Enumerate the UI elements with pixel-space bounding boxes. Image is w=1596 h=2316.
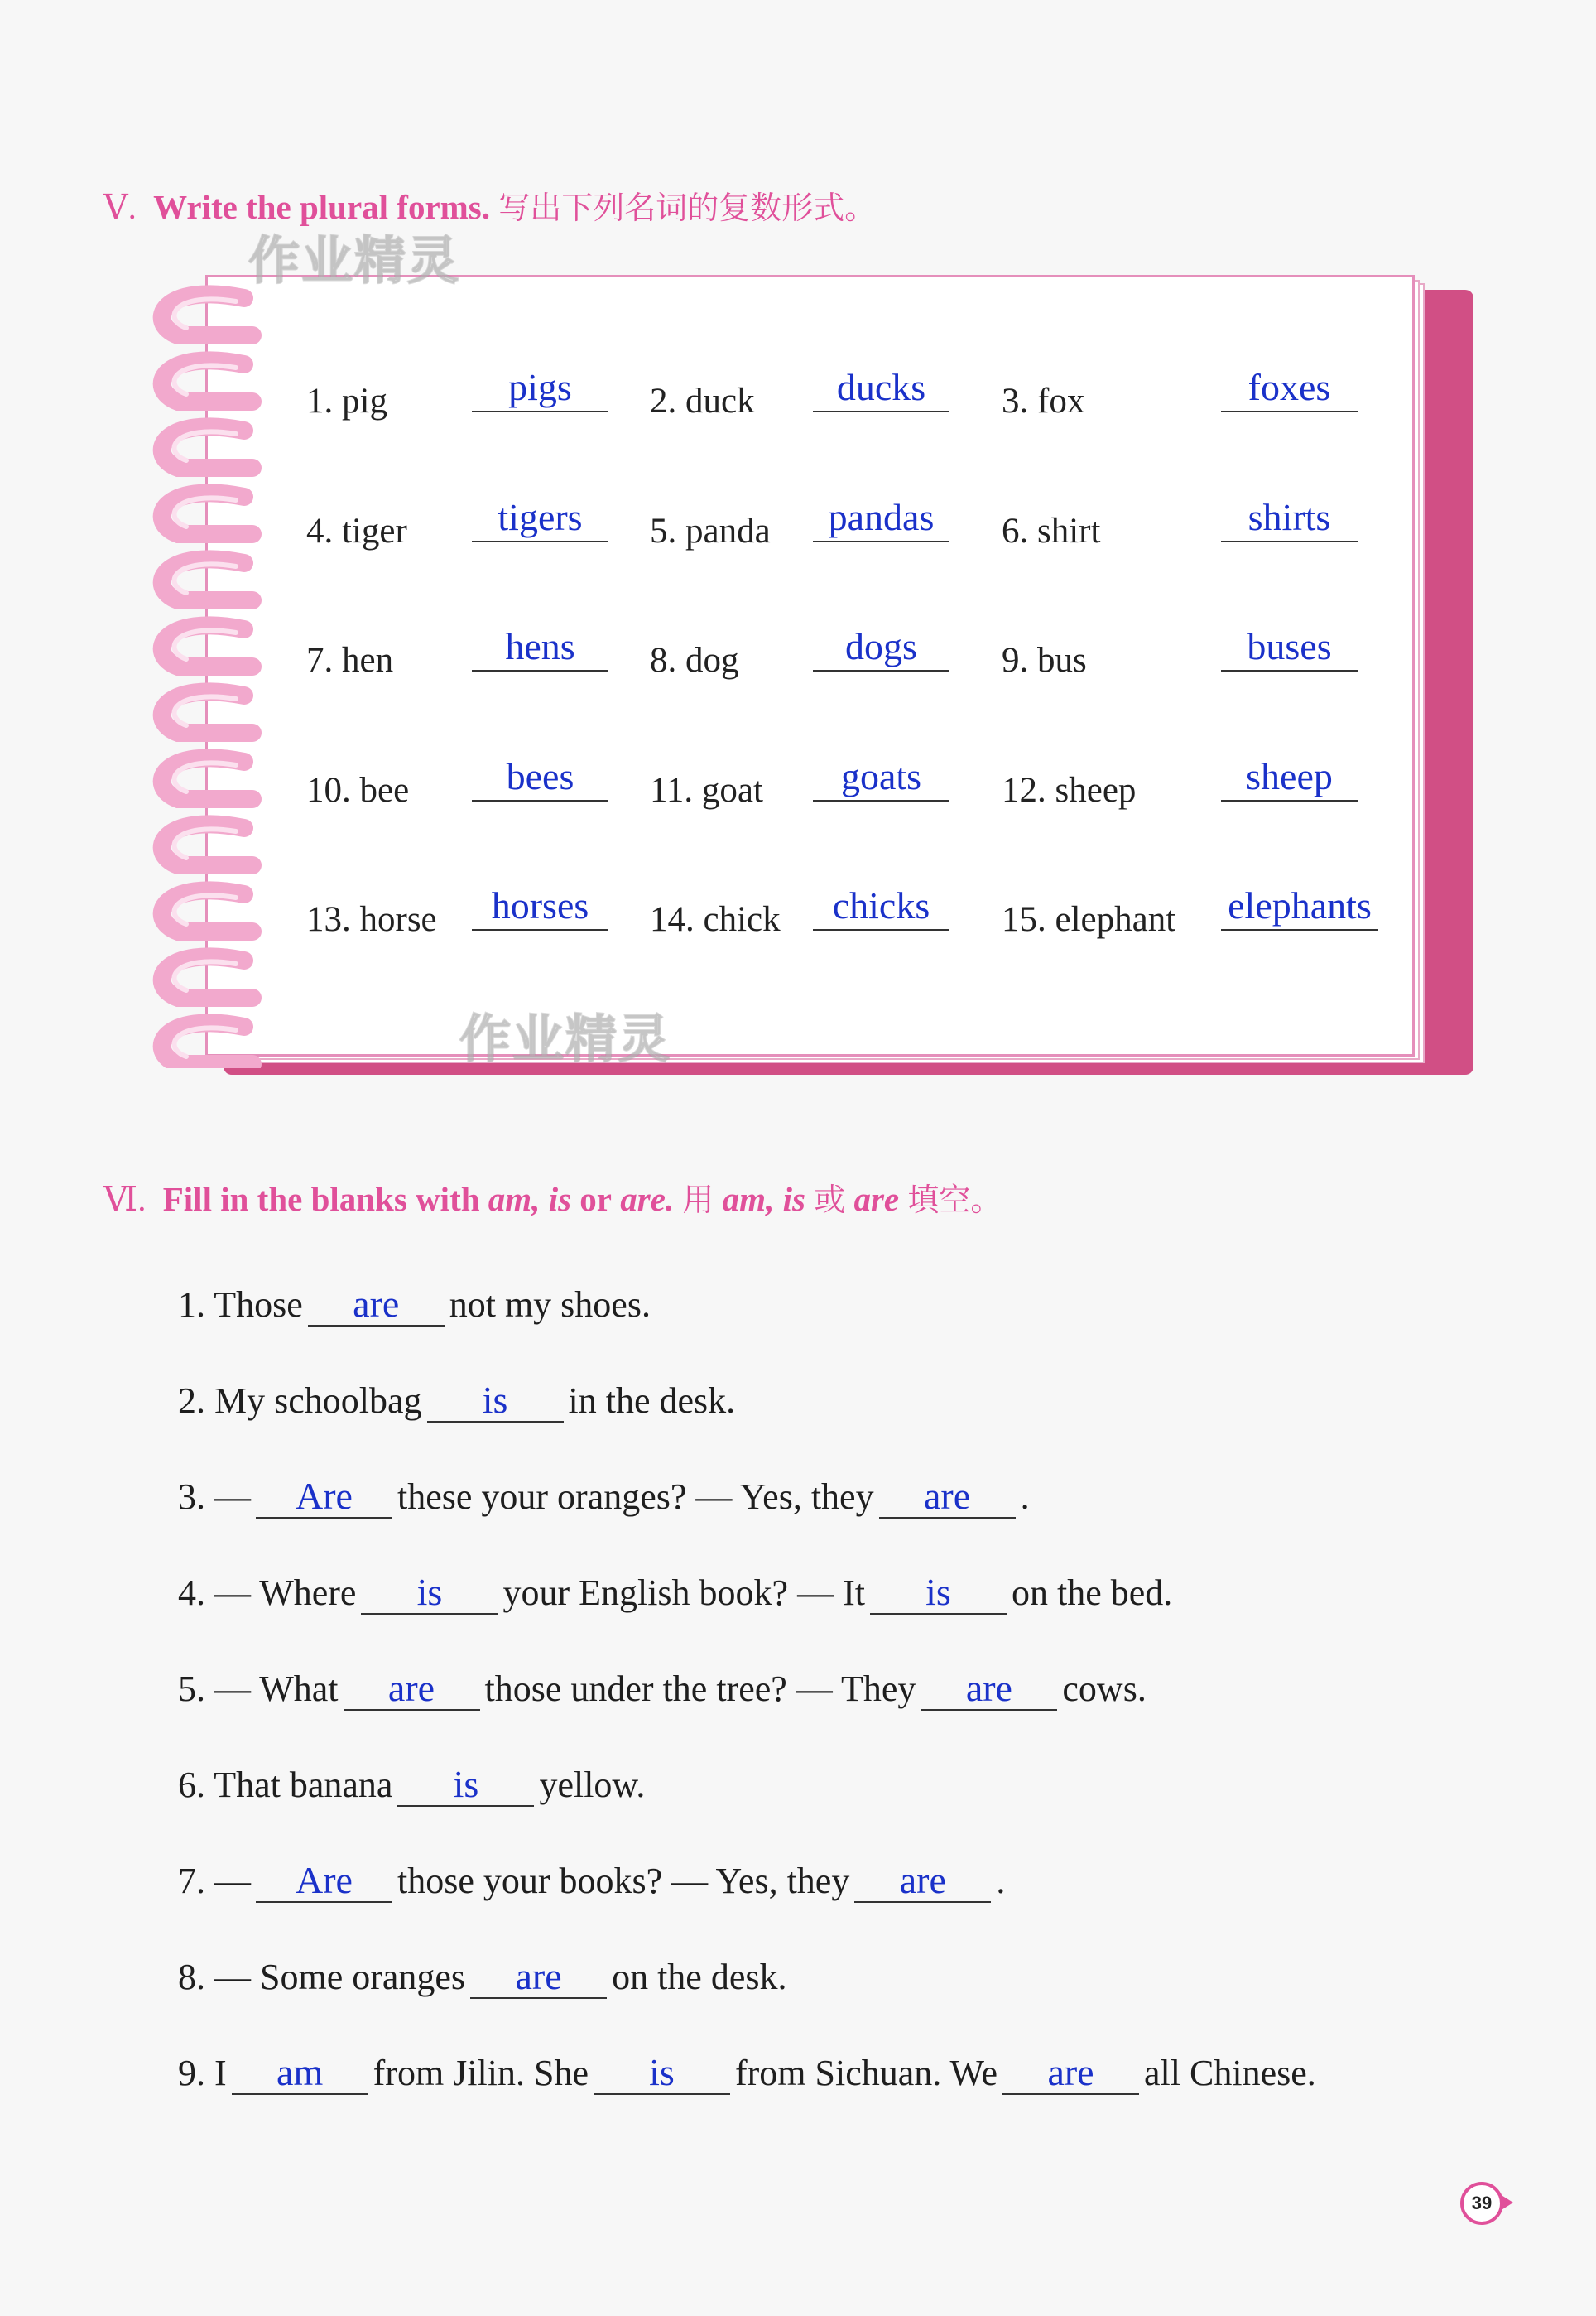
noun-label: 9. bus [1002, 641, 1087, 680]
plural-answer[interactable]: bees [472, 755, 608, 802]
answer-blank[interactable]: is [427, 1379, 564, 1423]
plural-answer[interactable]: tigers [472, 496, 608, 542]
noun-label: 12. sheep [1002, 771, 1137, 810]
sentence-text: . [996, 1861, 1006, 1901]
title-zh-or: 或 [814, 1182, 846, 1218]
sentence-text: 6. That banana [178, 1765, 393, 1805]
sentence-2 [178, 1379, 735, 1423]
sentence-8 [178, 1956, 786, 1999]
sentence-text: 5. — What [178, 1668, 339, 1709]
sentence-text: those under the tree? — They [484, 1668, 916, 1709]
answer-blank[interactable]: is [361, 1572, 498, 1615]
title-word-am: am, [488, 1180, 541, 1218]
answer-blank[interactable]: is [594, 2052, 730, 2095]
sentence-text: all Chinese. [1144, 2053, 1316, 2093]
sentence-text: not my shoes. [449, 1284, 651, 1325]
sentence-text: 1. Those [178, 1284, 303, 1325]
plural-answer[interactable]: elephants [1221, 884, 1378, 931]
noun-label: 7. hen [306, 641, 394, 680]
title-word-or: or [579, 1180, 612, 1218]
plural-row-4 [306, 747, 1399, 813]
noun-label: 5. panda [650, 512, 771, 551]
plural-row-1 [306, 358, 1399, 424]
section-5-title-en: Write the plural forms. [153, 188, 491, 226]
answer-blank[interactable]: are [879, 1476, 1016, 1519]
plural-answer[interactable]: sheep [1221, 755, 1358, 802]
sentence-text: 8. — Some oranges [178, 1957, 466, 1997]
noun-label: 10. bee [306, 771, 410, 810]
sentence-text: cows. [1062, 1668, 1147, 1709]
title-zh-fill: 填空。 [907, 1182, 1002, 1218]
page-number: 39 [1460, 2182, 1503, 2225]
sentence-text: 2. My schoolbag [178, 1380, 422, 1421]
plural-row-3 [306, 617, 1399, 683]
noun-label: 13. horse [306, 900, 437, 939]
answer-blank[interactable]: are [308, 1283, 445, 1327]
title-word-are: are. [620, 1180, 675, 1218]
noun-label: 1. pig [306, 382, 387, 421]
section-5-title [103, 182, 876, 228]
sentence-text: 9. I [178, 2053, 227, 2093]
sentence-7 [178, 1860, 1005, 1903]
sentence-1 [178, 1283, 651, 1327]
sentence-text: on the desk. [612, 1957, 787, 1997]
noun-label: 4. tiger [306, 512, 407, 551]
plural-answer[interactable]: hens [472, 625, 608, 672]
watermark: 作业精灵 [459, 1009, 672, 1069]
noun-label: 8. dog [650, 641, 739, 680]
title-word-is: is [548, 1180, 572, 1218]
sentence-text: 4. — Where [178, 1572, 357, 1613]
plural-row-2 [306, 488, 1399, 554]
section-5-number: Ⅴ. [103, 188, 137, 226]
answer-blank[interactable]: is [870, 1572, 1007, 1615]
answer-blank[interactable]: are [344, 1668, 480, 1711]
noun-label: 6. shirt [1002, 512, 1101, 551]
answer-blank[interactable]: am [232, 2052, 368, 2095]
answer-blank[interactable]: Are [256, 1476, 392, 1519]
plural-answer[interactable]: buses [1221, 625, 1358, 672]
section-6-title-en: Fill in the blanks with [162, 1180, 480, 1218]
noun-label: 11. goat [650, 771, 763, 810]
notebook-spiral-rings [128, 273, 277, 1068]
plural-answer[interactable]: chicks [813, 884, 949, 931]
plural-answer[interactable]: pandas [813, 496, 949, 542]
sentence-6 [178, 1764, 645, 1807]
answer-blank[interactable]: are [470, 1956, 607, 1999]
noun-label: 15. elephant [1002, 900, 1176, 939]
sentence-text: your English book? — It [502, 1572, 865, 1613]
sentence-3 [178, 1476, 1030, 1519]
sentence-text: those your books? — Yes, they [397, 1861, 850, 1901]
sentence-text: 7. — [178, 1861, 251, 1901]
answer-blank[interactable]: are [1002, 2052, 1139, 2095]
title-zh-use: 用 [682, 1182, 714, 1218]
title-zh-am: am, [722, 1180, 775, 1218]
plural-answer[interactable]: dogs [813, 625, 949, 672]
sentence-text: from Sichuan. We [734, 2053, 998, 2093]
plural-answer[interactable]: foxes [1221, 366, 1358, 412]
sentence-text: these your oranges? — Yes, they [397, 1476, 874, 1517]
section-6-number: Ⅵ. [103, 1180, 147, 1218]
plural-answer[interactable]: ducks [813, 366, 949, 412]
sentence-9 [178, 2052, 1316, 2095]
answer-blank[interactable]: are [854, 1860, 991, 1903]
answer-blank[interactable]: are [921, 1668, 1057, 1711]
section-6-title [103, 1174, 1002, 1220]
plural-answer[interactable]: shirts [1221, 496, 1358, 542]
sentence-text: . [1020, 1476, 1030, 1517]
sentence-text: on the bed. [1011, 1572, 1173, 1613]
answer-blank[interactable]: is [397, 1764, 534, 1807]
plural-answer[interactable]: goats [813, 755, 949, 802]
sentence-4 [178, 1572, 1172, 1615]
title-zh-is: is [782, 1180, 805, 1218]
title-zh-are: are [853, 1180, 900, 1218]
sentence-text: from Jilin. She [373, 2053, 589, 2093]
noun-label: 14. chick [650, 900, 781, 939]
watermark: 作业精灵 [248, 230, 461, 291]
sentence-text: yellow. [539, 1765, 646, 1805]
sentence-5 [178, 1668, 1147, 1711]
noun-label: 3. fox [1002, 382, 1085, 421]
plural-row-5 [306, 876, 1399, 942]
answer-blank[interactable]: Are [256, 1860, 392, 1903]
sentence-text: in the desk. [568, 1380, 736, 1421]
section-5-title-zh: 写出下列名词的复数形式。 [498, 190, 877, 226]
noun-label: 2. duck [650, 382, 755, 421]
plural-answer[interactable]: pigs [472, 366, 608, 412]
plural-answer[interactable]: horses [472, 884, 608, 931]
sentence-text: 3. — [178, 1476, 251, 1517]
